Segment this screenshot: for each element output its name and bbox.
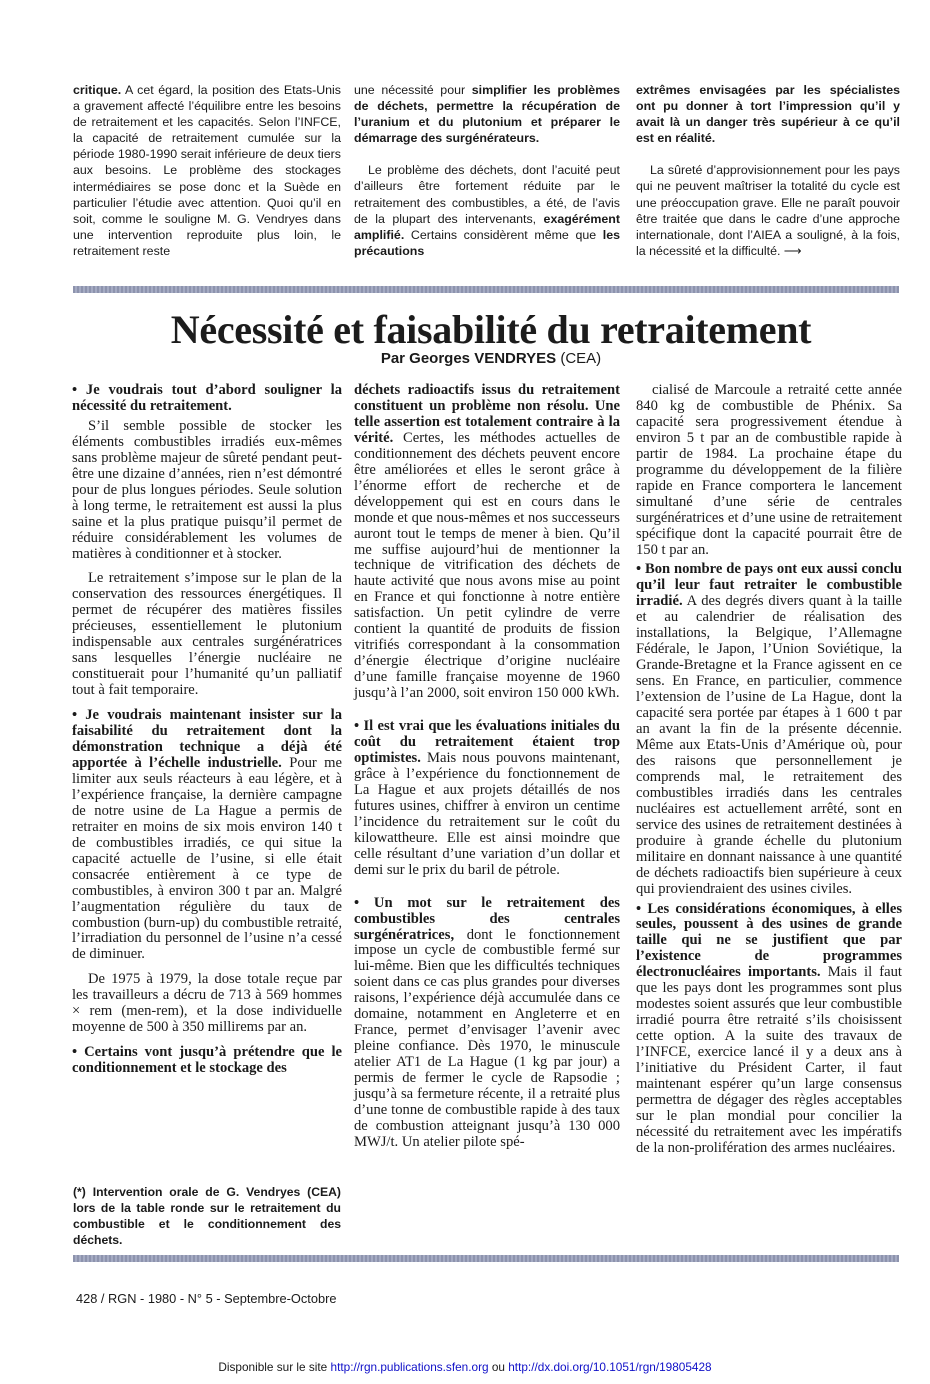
author-name: Par Georges VENDRYES [380, 350, 557, 367]
divider-band-top [73, 286, 899, 293]
continue-arrow-icon: ⟶ [783, 242, 802, 258]
source-link-doi[interactable]: http://dx.doi.org/10.1051/rgn/19805428 [508, 1360, 712, 1374]
footnote: (*) Intervention orale de G. Vendryes (CEA) lors de la table ronde sur le retraitement du combustible et le conditionnement des déchets. [73, 1185, 341, 1247]
source-link-rgn[interactable]: http://rgn.publications.sfen.org [330, 1360, 489, 1374]
source-prefix: Disponible sur le site [218, 1360, 331, 1374]
article-byline [0, 350, 930, 367]
article-paragraph: • Les considérations économiques, à elles seules, poussent à des usines de grande taille qui ne se justifient que par l’existence de programmes électronucléaires importants. Mais il faut que les pays dont les programmes sont plus modestes soient assurés que leur combustible irradié pourra être retraité s’ils choisissent cette option. A la suite des travaux de l’INFCE, exercice lancé il y a deux ans à l’initiative du Président Carter, il faut maintenant espérer qu’un large consensus permettra de dégager des règles acceptables sur le plan mondial pour concilier la nécessité du retraitement avec les impératifs de la non-prolifération des armes nucléaires. [636, 900, 902, 1156]
article-paragraph: • Je voudrais tout d’abord souligner la nécessité du retraitement. [72, 382, 342, 414]
article-paragraph: S’il semble possible de stocker les éléments combustibles irradiés eux-mêmes sans problème majeur de sûreté pendant peut-être une dizaine d’années, rien n’est démontré pour de plus longues périodes. Seule solution à long terme, le retraitement est aussi la plus saine et la plus pratique puisqu’il permet de réduire considérablement les volumes de matières à conditionner et à stocker. [72, 417, 342, 562]
article-paragraph: • Certains vont jusqu’à prétendre que le conditionnement et le stockage des [72, 1044, 342, 1077]
page-reference: 428 / RGN - 1980 - N° 5 - Septembre-Octobre [76, 1291, 337, 1306]
intro-paragraph: extrêmes envisagées par les spécialistes ont pu donner à tort l’impression qu’il y avait là un danger très supérieur à ce qu’il est en réalité. [636, 83, 900, 146]
article-column-2 [354, 383, 620, 1151]
author-org: (CEA) [560, 350, 602, 367]
article-column-1 [72, 383, 342, 1077]
source-availability-line [0, 1360, 930, 1374]
divider-band-bottom [73, 1255, 899, 1262]
intro-paragraph: critique. A cet égard, la position des Etats-Unis a gravement affecté l’équilibre entre les besoins de retraitement et les capacités. Selon l’INFCE, la capacité de retraitement cumulée sur la période 1980-1990 serait inférieure de deux tiers aux besoins. Le problème des stockages intermédiaires se pose donc et la Suède en particulier l’étudie avec attention. Quoi qu’il en soit, comme le souligne M. G. Vendryes dans une intervention reproduite plus loin, le retraitement reste [73, 83, 341, 258]
article-paragraph: De 1975 à 1979, la dose totale reçue par les travailleurs a décru de 713 à 569 hommes × rem (men-rem), et la dose individuelle moyenne de 500 à 350 millirems par an. [72, 971, 342, 1036]
article-paragraph: • Un mot sur le retraitement des combustibles des centrales surgénératrices, dont le fonctionnement impose un cycle de combustible fermé sur lui-même. Bien que les difficultés techniques soient dans ce cas plus grandes pour diverses raisons, l’expérience déjà accumulée dans ce domaine, notamment en Angleterre et en France, permet d’envisager l’avenir avec pleine confiance. Dès 1970, le minuscule atelier AT1 de La Hague (1 kg par jour) a permis de fermer le cycle de Rapsodie ; jusqu’à sa fermeture récente, il a retraité plus d’une tonne de combustible rapide à des taux de combustion atteignant jusqu’à 130 000 MWJ/t. Un atelier pilote spé- [354, 894, 620, 1150]
source-middle: ou [488, 1360, 509, 1374]
article-paragraph: cialisé de Marcoule a retraité cette année 840 kg de combustible de Phénix. Sa capacité sera progressivement étendue à environ 5 t par an de combustible rapide à partir de 1984. La prochaine étape du programme du développement de la filière rapide en France comportera le lancement simultané d’une série de centrales surgénératrices et d’une usine de retraitement spécifique dont la capacité pourrait être de 150 t par an. [636, 382, 902, 558]
article-paragraph: Le retraitement s’impose sur le plan de la conservation des ressources énergétiques. Il permet de récupérer des matières fissiles précieuses, essentiellement le plutonium indispensable aux centrales surgénératrices sans lesquelles l’énergie nucléaire ne constituerait pour l’humanité qu’un palliatif tout à fait temporaire. [72, 570, 342, 699]
intro-column-3 [636, 82, 900, 259]
article-paragraph: • Je voudrais maintenant insister sur la faisabilité du retraitement dont la démonstration technique a déjà été apportée à l’échelle industrielle. Pour me limiter aux seuls réacteurs à eau légère, et à l’expérience française, la dernière campagne de notre usine de La Hague a permis de retraiter en moins de six mois environ 140 t de combustibles irradiés, ce qui situe la capacité actuelle de l’usine, si elle était consacrée entièrement à ce type de combustibles, à environ 300 t par an. Malgré l’augmentation régulière du taux de combustion (burn-up) du combustible retraité, l’irradiation du personnel de l’usine n’a cessé de diminuer. [72, 707, 342, 963]
article-paragraph: • Bon nombre de pays ont eux aussi conclu qu’il leur faut retraiter le combustible irradié. A des degrés divers quant à la taille et au calendrier de réalisation des installations, la Belgique, l’Allemagne Fédérale, le Japon, l’Union Soviétique, la Grande-Bretagne et la France agissent en ce sens. En France, en particulier, commence l’extension de l’usine de La Hague, dont la capacité sera portée par étapes à 1 600 t par an avant la fin de la présente décennie. Même aux Etats-Unis d’Amérique où, pour des raisons que personnellement je comprends mal, le retraitement des combustibles irradiés dans les centrales nucléaires est actuellement arrêté, sont en service des usines de retraitement destinées à produire à grande échelle du plutonium militaire en donnant naissance à une quantité de déchets radioactifs bien supérieure à ceux qui proviendraient des usines civiles. [636, 561, 902, 897]
article-column-3 [636, 383, 902, 1157]
article-paragraph: déchets radioactifs issus du retraitement constituent un problème non résolu. Une telle assertion est totalement contraire à la vérité. Certes, les méthodes actuelles de conditionnement des déchets peuvent encore être améliorées et elles le seront grâce à l’énorme effort de recherche et de développement qui est en cours dans le monde et que nous-mêmes et nos successeurs auront tout le temps de mener à bien. Qu’il me suffise aujourd’hui de mentionner la technique de vitrification des déchets de haute activité que nous avons mise au point en France et qui fonctionne à notre entière satisfaction. Un petit cylindre de verre contient la quantité de produits de fission vitrifiés correspondant à la consommation d’énergie électrique d’origine nucléaire d’une famille française moyenne de 1960 jusqu’à l’an 2000, soit environ 150 000 kWh. [354, 382, 620, 702]
article-paragraph: • Il est vrai que les évaluations initiales du coût du retraitement étaient trop optimistes. Mais nous pouvons maintenant, grâce à l’expérience du fonctionnement de La Hague et aux projets détaillés de nos futures usines, chiffrer à environ un centime l’incidence du retraitement sur le coût du kilowattheure. Elle est ainsi moindre que celle résultant d’une variation d’un dollar et demi sur le prix du baril de pétrole. [354, 718, 620, 878]
intro-column-2 [354, 82, 620, 259]
intro-column-1 [73, 82, 341, 259]
article-title: Nécessité et faisabilité du retraitement [170, 307, 812, 352]
intro-paragraph: La sûreté d’approvisionnement pour les pays qui ne peuvent maîtriser la totalité du cycle est une préoccupation grave. Elle ne paraît pouvoir être traitée que dans le cadre d’une approche internationale, dont l’AIEA a souligné, à la fois, la nécessité et la difficulté. ⟶ [636, 163, 900, 258]
intro-paragraph: une nécessité pour simplifier les problèmes de déchets, permettre la récupération de l’uranium et du plutonium et préparer le démarrage des surgénérateurs. [354, 83, 621, 146]
intro-paragraph: Le problème des déchets, dont l’acuité peut d’ailleurs être fortement réduite par le retraitement des combustibles, a été, de l’avis de la plupart des intervenants, exagérément amplifié. Certains considèrent même que les précautions [354, 163, 620, 258]
